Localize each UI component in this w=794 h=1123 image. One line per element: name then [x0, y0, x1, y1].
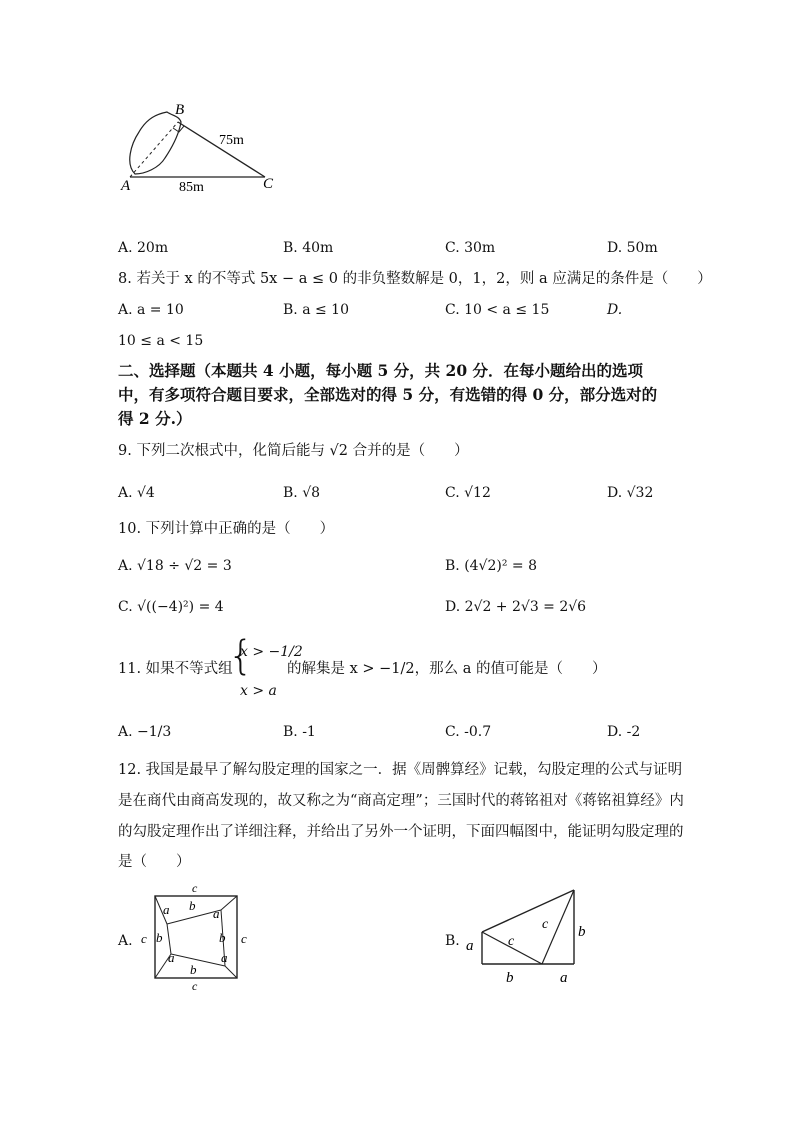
- label-c-bottom: c: [192, 979, 198, 992]
- right-angle-mark: [173, 126, 184, 132]
- label-b: b: [219, 930, 226, 945]
- q12-stem-line4: 是（ ）: [118, 854, 191, 870]
- q11-option-c[interactable]: C. -0.7: [445, 724, 492, 740]
- q7-option-a[interactable]: A. 20m: [118, 240, 169, 256]
- q10-stem: 10. 下列计算中正确的是（ ）: [118, 521, 335, 537]
- q9-option-d[interactable]: D. √32: [607, 485, 654, 501]
- section2-heading-line1: 二、选择题（本题共 4 小题，每小题 5 分，共 20 分．在每小题给出的选项: [118, 361, 644, 380]
- top-hypotenuse: [482, 890, 574, 932]
- q12-stem-line1: 12. 我国是最早了解勾股定理的国家之一．据《周髀算经》记载，勾股定理的公式与证明: [118, 762, 683, 778]
- pond-outline: [130, 112, 181, 174]
- label-a: a: [168, 950, 175, 965]
- label-bc-length: 75m: [219, 133, 244, 148]
- q9-stem: 9. 下列二次根式中，化简后能与 √2 合并的是（ ）: [118, 443, 469, 459]
- triangle-figure-q7: [115, 98, 285, 198]
- label-b: b: [156, 930, 163, 945]
- label-c-left: c: [141, 931, 147, 946]
- triangle-edge: [221, 896, 237, 910]
- label-c-first: c: [508, 934, 515, 949]
- q10-option-d[interactable]: D. 2√2 + 2√3 = 2√6: [445, 599, 587, 615]
- triangle-edge: [225, 966, 237, 978]
- label-c-right: c: [241, 931, 247, 946]
- label-a: A: [121, 178, 131, 194]
- label-ac-length: 85m: [179, 180, 204, 195]
- q12-stem-line2: 是在商代由商高发现的，故又称之为“商高定理”；三国时代的蒋铭祖对《蒋铭祖算经》内: [118, 793, 684, 809]
- label-b: b: [189, 898, 196, 913]
- label-b: b: [190, 962, 197, 977]
- label-b-right: b: [578, 924, 586, 940]
- q8-option-d-value: 10 ≤ a < 15: [118, 333, 204, 349]
- q11-prefix: 11. 如果不等式组: [118, 661, 233, 677]
- q7-option-b[interactable]: B. 40m: [283, 240, 334, 256]
- label-a-bottom: a: [560, 970, 568, 986]
- label-a: a: [221, 950, 228, 965]
- proof-figure-b: [460, 884, 600, 990]
- label-c-second: c: [542, 917, 549, 932]
- q8-option-a[interactable]: A. a = 10: [118, 302, 184, 318]
- label-a-left: a: [466, 938, 474, 954]
- q9-option-b[interactable]: B. √8: [283, 485, 321, 501]
- q9-option-c[interactable]: C. √12: [445, 485, 491, 501]
- label-a: a: [163, 902, 170, 917]
- system-brace: {: [228, 633, 254, 679]
- label-b-bottom: b: [506, 970, 514, 986]
- label-c: C: [263, 176, 274, 192]
- section2-heading-line2: 中，有多项符合题目要求，全部选对的得 5 分，有选错的得 0 分，部分选对的: [118, 385, 658, 404]
- q8-option-d[interactable]: D.: [607, 302, 623, 318]
- label-c-top: c: [192, 881, 198, 895]
- section2-heading-line3: 得 2 分.）: [118, 409, 192, 428]
- q11-option-a[interactable]: A. −1/3: [118, 724, 172, 740]
- q8-option-c[interactable]: C. 10 < a ≤ 15: [445, 302, 550, 318]
- q7-option-c[interactable]: C. 30m: [445, 240, 496, 256]
- q12-stem-line3: 的勾股定理作出了详细注释，并给出了另外一个证明，下面四幅图中，能证明勾股定理的: [118, 824, 684, 840]
- label-b: B: [175, 102, 185, 118]
- q10-option-b[interactable]: B. (4√2)² = 8: [445, 558, 537, 574]
- q10-option-a[interactable]: A. √18 ÷ √2 = 3: [118, 558, 232, 574]
- triangle-edge: [171, 954, 225, 966]
- q8-stem: 8. 若关于 x 的不等式 5x − a ≤ 0 的非负整数解是 0，1，2，则 a 应满足的条件是（ ）: [118, 271, 712, 287]
- q11-option-b[interactable]: B. -1: [283, 724, 316, 740]
- q11-option-d[interactable]: D. -2: [607, 724, 641, 740]
- q7-option-d[interactable]: D. 50m: [607, 240, 658, 256]
- q9-option-a[interactable]: A. √4: [118, 485, 155, 501]
- label-a: a: [213, 906, 220, 921]
- q10-option-c[interactable]: C. √((−4)²) = 4: [118, 599, 224, 615]
- proof-figure-a: [135, 880, 255, 992]
- q12-option-a[interactable]: A.: [118, 933, 133, 949]
- q12-option-b[interactable]: B.: [445, 933, 460, 949]
- q11-system-second: x > a: [240, 683, 277, 699]
- side-bc: [178, 122, 265, 177]
- q8-option-b[interactable]: B. a ≤ 10: [283, 302, 349, 318]
- q11-middle: 的解集是 x > −1/2，那么 a 的值可能是（ ）: [287, 661, 607, 677]
- q11-system-first: x > −1/2: [240, 644, 303, 660]
